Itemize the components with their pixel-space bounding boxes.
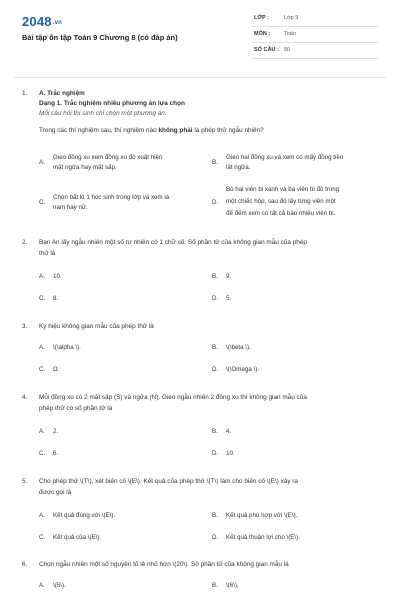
option-b-text[interactable]: Kết quả phù hợp với \(E\). — [226, 512, 298, 519]
option-a-label[interactable]: A. — [39, 512, 45, 519]
question-text-emphasis: không phải — [158, 127, 193, 134]
option-c-label[interactable]: C. — [39, 199, 46, 206]
question-text: Mỗi đồng xu có 2 mặt sấp (S) và ngửa (N). Gieo ngẫu nhiên 2 đồng xu thì không gian mẫu của — [39, 394, 307, 401]
question-text: Chọn ngẫu nhiên một số nguyên tố lẻ nhỏ hơn \(20\). Số phần tử của không gian mẫu là — [39, 561, 289, 568]
meta-value: Toán — [284, 31, 296, 37]
question-text: Cho phép thử \(T\), xét biến cố \(E\). Kết quả của phép thử \(T\) làm cho biến cố \(E\) xảy ra — [39, 478, 298, 485]
option-d-label[interactable]: D. — [212, 199, 219, 206]
instruction-note: Mỗi câu hỏi thí sinh chỉ chọn một phương án. — [39, 110, 167, 117]
option-c-text[interactable]: nam hay nữ. — [53, 204, 88, 211]
option-a-text[interactable]: Kết quả đúng với \(E\). — [53, 512, 116, 519]
question-number: 1. — [22, 90, 28, 97]
option-c-label[interactable]: C. — [39, 450, 46, 457]
option-c-text[interactable]: Kết quả của \(E\). — [53, 534, 102, 541]
option-b-label[interactable]: B. — [212, 582, 218, 589]
question-text — [39, 126, 369, 135]
option-c-text[interactable]: 6. — [53, 450, 59, 457]
question-text: Bạn An lấy ngẫu nhiên một số tự nhiên có 1 chữ số. Số phần tử của không gian mẫu của phép — [39, 239, 307, 246]
option-b-text[interactable]: 9. — [226, 273, 232, 280]
option-a-label[interactable]: A. — [39, 159, 45, 166]
option-d-text[interactable]: Bỏ hai viên bi xanh và ba viên bi đỏ trong — [226, 186, 340, 193]
option-c-label[interactable]: C. — [39, 534, 46, 541]
document-title: Bài tập ôn tập Toán 9 Chương 8 (có đáp án) — [22, 33, 178, 42]
option-b-text[interactable]: \(\beta \). — [226, 344, 251, 351]
option-a-label[interactable]: A. — [39, 273, 45, 280]
option-c-label[interactable]: C. — [39, 366, 46, 373]
question-number: 6. — [22, 561, 28, 568]
section-title: A. Trắc nghiệm — [39, 90, 85, 97]
question-text: Ký hiệu không gian mẫu của phép thử là — [39, 323, 154, 330]
option-c-text[interactable]: 8. — [53, 295, 59, 302]
question-text: thử là — [39, 250, 56, 257]
option-d-text[interactable]: 10. — [226, 450, 235, 457]
logo-suffix: .vn — [52, 19, 63, 26]
option-a-text[interactable]: mặt ngửa hay mặt sấp. — [53, 164, 117, 171]
option-d-label[interactable]: D. — [212, 295, 219, 302]
meta-key: LỚP : — [254, 15, 269, 21]
option-a-text[interactable]: \(\alpha \). — [53, 344, 81, 351]
meta-value: Lớp 9 — [284, 15, 299, 21]
option-a-text[interactable]: \(5\). — [53, 582, 66, 589]
option-a-label[interactable]: A. — [39, 428, 45, 435]
meta-key: MÔN : — [254, 31, 271, 37]
option-d-text[interactable]: để đếm xem có tất cả bao nhiêu viên bi. — [226, 210, 336, 217]
question-text: được gọi là — [39, 489, 72, 496]
option-b-label[interactable]: B. — [212, 344, 218, 351]
question-number: 2. — [22, 239, 28, 246]
option-d-label[interactable]: D. — [212, 534, 219, 541]
option-b-label[interactable]: B. — [212, 159, 218, 166]
question-text-part: Trong các thí nghiệm sau, thí nghiệm nào — [39, 127, 159, 134]
question-text-part: là phép thử ngẫu nhiên? — [192, 127, 264, 134]
option-d-label[interactable]: D. — [212, 450, 219, 457]
option-c-text[interactable]: Ω. — [53, 366, 60, 373]
option-a-label[interactable]: A. — [39, 344, 45, 351]
option-d-text[interactable]: 5. — [226, 295, 232, 302]
question-number: 4. — [22, 394, 28, 401]
option-a-label[interactable]: A. — [39, 582, 45, 589]
option-b-text[interactable]: \(6\). — [226, 582, 239, 589]
option-d-text[interactable]: Kết quả thuận lợi cho \(E\). — [226, 534, 300, 541]
question-text: phép thử có số phần tử là — [39, 405, 113, 412]
question-number: 5. — [22, 478, 28, 485]
option-a-text[interactable]: 2. — [53, 428, 59, 435]
option-a-text[interactable]: Gieo đồng xu xem đồng xu đó xuất hiện — [53, 154, 163, 161]
option-b-text[interactable]: lật ngửa. — [226, 164, 251, 171]
option-a-text[interactable]: 10. — [53, 273, 62, 280]
question-number: 3. — [22, 323, 28, 330]
option-b-text[interactable]: 4. — [226, 428, 232, 435]
option-c-text[interactable]: Chọn bất kì 1 học sinh trong lớp và xem là — [53, 194, 170, 201]
question-type-heading: Dạng 1. Trắc nghiệm nhiều phương án lựa chọn — [39, 100, 185, 107]
option-b-label[interactable]: B. — [212, 512, 218, 519]
option-b-label[interactable]: B. — [212, 428, 218, 435]
option-d-label[interactable]: D. — [212, 366, 219, 373]
option-b-text[interactable]: Gieo hai đồng xu và xem có mấy đồng tiền — [226, 154, 344, 161]
logo-text: 2048 — [22, 14, 52, 29]
meta-value: 50 — [284, 47, 291, 53]
option-d-text[interactable]: một chiếc hộp, sau đó lấy từng viên một — [226, 198, 336, 205]
option-c-label[interactable]: C. — [39, 295, 46, 302]
option-b-label[interactable]: B. — [212, 273, 218, 280]
meta-key: SỐ CÂU : — [254, 47, 279, 53]
option-d-text[interactable]: \(\Omega \). — [226, 366, 260, 373]
